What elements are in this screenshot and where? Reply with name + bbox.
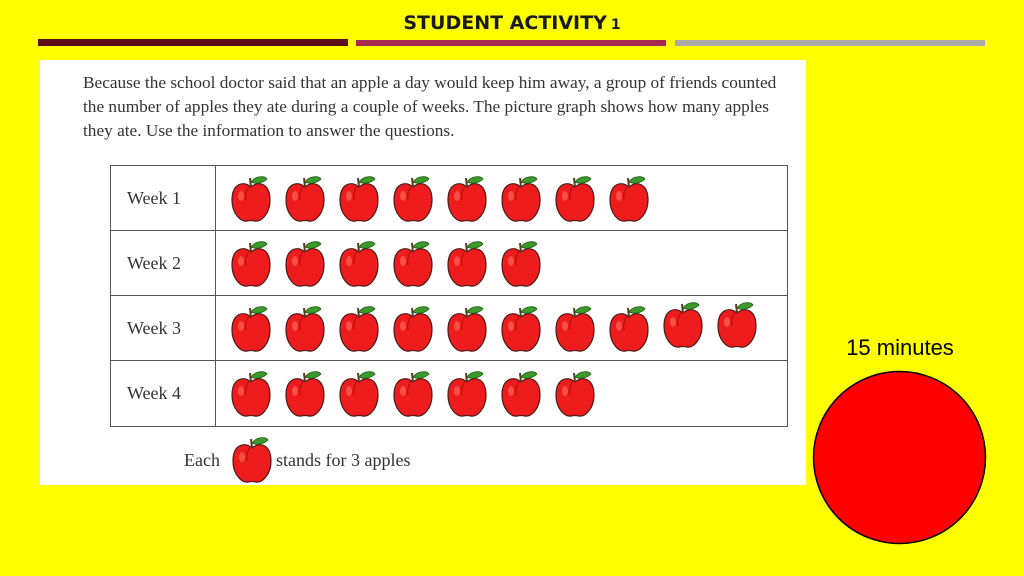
apple-icon	[607, 304, 651, 354]
apple-icon	[445, 174, 489, 224]
slide-title-number: 1	[610, 17, 621, 33]
apple-icon	[553, 174, 597, 224]
divider-rule-middle	[356, 40, 666, 46]
apple-icon	[445, 239, 489, 289]
row-apples	[216, 296, 787, 360]
apple-icon	[391, 304, 435, 354]
apple-icon	[715, 300, 759, 350]
divider-rule-right	[675, 40, 985, 46]
apple-icon	[553, 304, 597, 354]
apple-icon	[229, 369, 273, 419]
apple-icon	[229, 304, 273, 354]
row-label: Week 3	[111, 296, 216, 360]
timer-label: 15 minutes	[846, 335, 954, 360]
slide-title	[0, 12, 1024, 34]
apple-icon	[499, 304, 543, 354]
row-label: Week 2	[111, 231, 216, 295]
picture-graph-row	[111, 166, 787, 231]
apple-icon	[391, 239, 435, 289]
apple-icon	[553, 369, 597, 419]
apple-icon	[283, 369, 327, 419]
apple-icon	[607, 174, 651, 224]
apple-icon	[337, 304, 381, 354]
apple-icon	[661, 300, 705, 350]
apple-icon	[337, 369, 381, 419]
row-apples	[216, 166, 787, 230]
divider-rule-left	[38, 39, 348, 46]
key-apple-icon	[230, 435, 274, 485]
apple-icon	[499, 369, 543, 419]
apple-icon	[337, 239, 381, 289]
picture-graph-row	[111, 361, 787, 426]
apple-icon	[283, 304, 327, 354]
apple-icon	[283, 239, 327, 289]
activity-panel	[40, 60, 806, 485]
row-apples	[216, 361, 787, 426]
apple-icon	[229, 174, 273, 224]
picture-graph-row	[111, 296, 787, 361]
slide-title-text: STUDENT ACTIVITY	[403, 12, 607, 34]
apple-icon	[337, 174, 381, 224]
intro-paragraph: Because the school doctor said that an apple a day would keep him away, a group of friends counted the number of apples they ate during a couple of weeks. The picture graph shows how many apples they ate. Use the information to answer the questions.	[83, 73, 777, 140]
apple-icon	[391, 369, 435, 419]
apple-icon	[445, 304, 489, 354]
picture-graph-key	[180, 433, 480, 483]
apple-icon	[499, 174, 543, 224]
apple-icon	[445, 369, 489, 419]
apple-icon	[391, 174, 435, 224]
row-apples	[216, 231, 787, 295]
row-label: Week 4	[111, 361, 216, 426]
picture-graph-row	[111, 231, 787, 296]
apple-icon	[229, 239, 273, 289]
timer-circle-icon	[812, 370, 987, 545]
key-suffix: stands for 3 apples	[276, 450, 411, 470]
key-prefix: Each	[184, 450, 220, 470]
apple-icon	[283, 174, 327, 224]
picture-graph	[110, 165, 788, 427]
apple-icon	[499, 239, 543, 289]
row-label: Week 1	[111, 166, 216, 230]
